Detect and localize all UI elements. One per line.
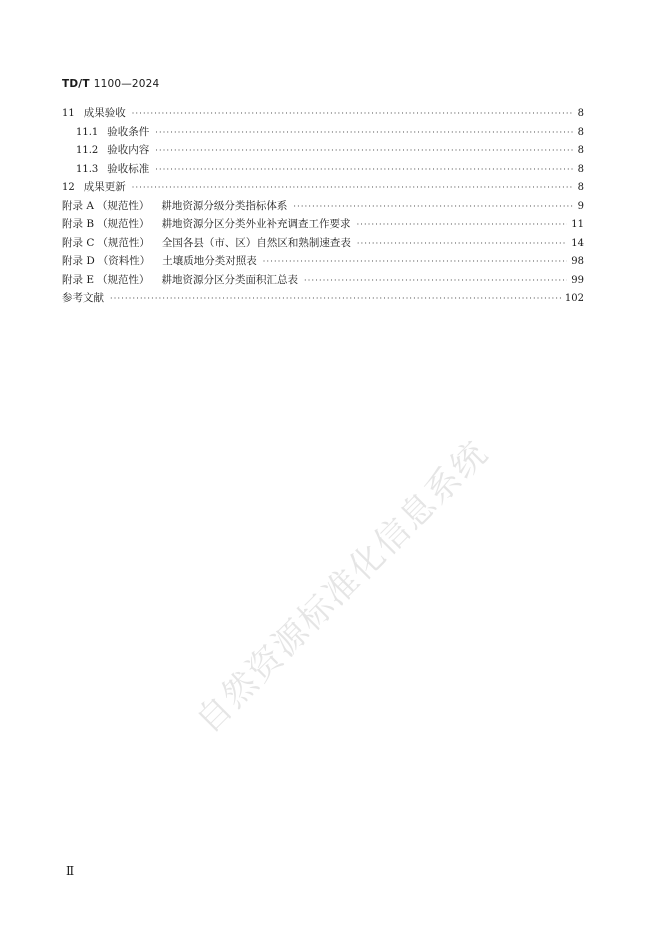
toc-entry[interactable]: [62, 141, 584, 160]
toc-entry-title: 全国各县（市、区）自然区和熟制速查表: [161, 236, 351, 249]
toc-entry-page: 99: [571, 274, 584, 286]
watermark: 自然资源标准化信息系统: [188, 432, 497, 742]
toc-entry-title: 验收条件: [107, 125, 150, 138]
toc-entry-kind: （资料性）: [97, 255, 151, 267]
toc-entry-kind: （规范性）: [97, 273, 150, 286]
standard-number: 1100—2024: [93, 78, 160, 90]
toc-leader-dots: [132, 179, 574, 198]
toc-entry-page: 8: [577, 145, 584, 156]
standard-code: [62, 78, 159, 90]
page-number: Ⅱ: [66, 864, 75, 878]
toc-entry-title: 耕地资源分级分类指标体系: [161, 199, 288, 212]
toc-entry-number: 12: [62, 182, 75, 193]
toc-entry-title: 耕地资源分区分类外业补充调查工作要求: [161, 218, 351, 230]
toc-entry-page: 8: [577, 182, 584, 193]
toc-entry[interactable]: [62, 197, 584, 216]
toc-entry-number: 11.1: [76, 126, 99, 138]
toc-entry[interactable]: [62, 215, 584, 234]
toc-leader-dots: [357, 216, 568, 235]
toc-leader-dots: [304, 272, 567, 291]
toc-entry-number: 11.3: [76, 163, 99, 175]
toc-leader-dots: [263, 253, 568, 272]
toc-entry-page: 98: [571, 256, 584, 267]
toc-entry[interactable]: [62, 123, 584, 142]
toc-entry-page: 9: [577, 200, 584, 212]
toc-entry-number: 11.2: [76, 145, 99, 156]
toc-entry-kind: （规范性）: [97, 236, 150, 249]
toc-entry[interactable]: [62, 178, 584, 197]
toc-entry-title: 参考文献: [62, 292, 104, 304]
toc-leader-dots: [293, 198, 573, 217]
toc-entry-title: 验收内容: [107, 144, 150, 156]
table-of-contents: [62, 104, 584, 308]
toc-entry-number: 附录 B: [62, 218, 95, 230]
toc-entry-number: 附录 A: [62, 199, 94, 212]
toc-leader-dots: [155, 161, 573, 180]
toc-leader-dots: [155, 142, 573, 161]
toc-entry-page: 14: [571, 237, 584, 249]
toc-entry-number: 11: [62, 108, 75, 119]
toc-entry[interactable]: [62, 252, 584, 271]
toc-entry-title: 成果更新: [83, 181, 126, 193]
toc-entry-number: 附录 C: [62, 236, 95, 249]
toc-leader-dots: [132, 105, 574, 124]
toc-entry[interactable]: [62, 234, 584, 253]
standard-prefix: TD/T: [62, 78, 90, 90]
toc-entry[interactable]: [62, 104, 584, 123]
toc-leader-dots: [110, 290, 561, 309]
toc-entry-page: 8: [577, 163, 584, 175]
toc-entry-number: 附录 D: [62, 255, 95, 267]
toc-entry-page: 11: [571, 219, 584, 230]
toc-entry-title: 耕地资源分区分类面积汇总表: [161, 273, 299, 286]
toc-entry[interactable]: [62, 271, 584, 290]
toc-entry[interactable]: [62, 289, 584, 308]
toc-leader-dots: [155, 124, 573, 143]
toc-entry[interactable]: [62, 160, 584, 179]
toc-entry-title: 土壤质地分类对照表: [162, 255, 257, 267]
toc-entry-kind: （规范性）: [96, 199, 150, 212]
toc-entry-kind: （规范性）: [97, 218, 150, 230]
toc-entry-page: 102: [564, 293, 584, 304]
toc-entry-page: 8: [577, 108, 584, 119]
toc-entry-page: 8: [577, 126, 584, 138]
toc-entry-number: 附录 E: [62, 273, 95, 286]
toc-entry-title: 验收标准: [107, 162, 150, 175]
toc-leader-dots: [357, 235, 567, 254]
toc-entry-title: 成果验收: [83, 107, 126, 119]
